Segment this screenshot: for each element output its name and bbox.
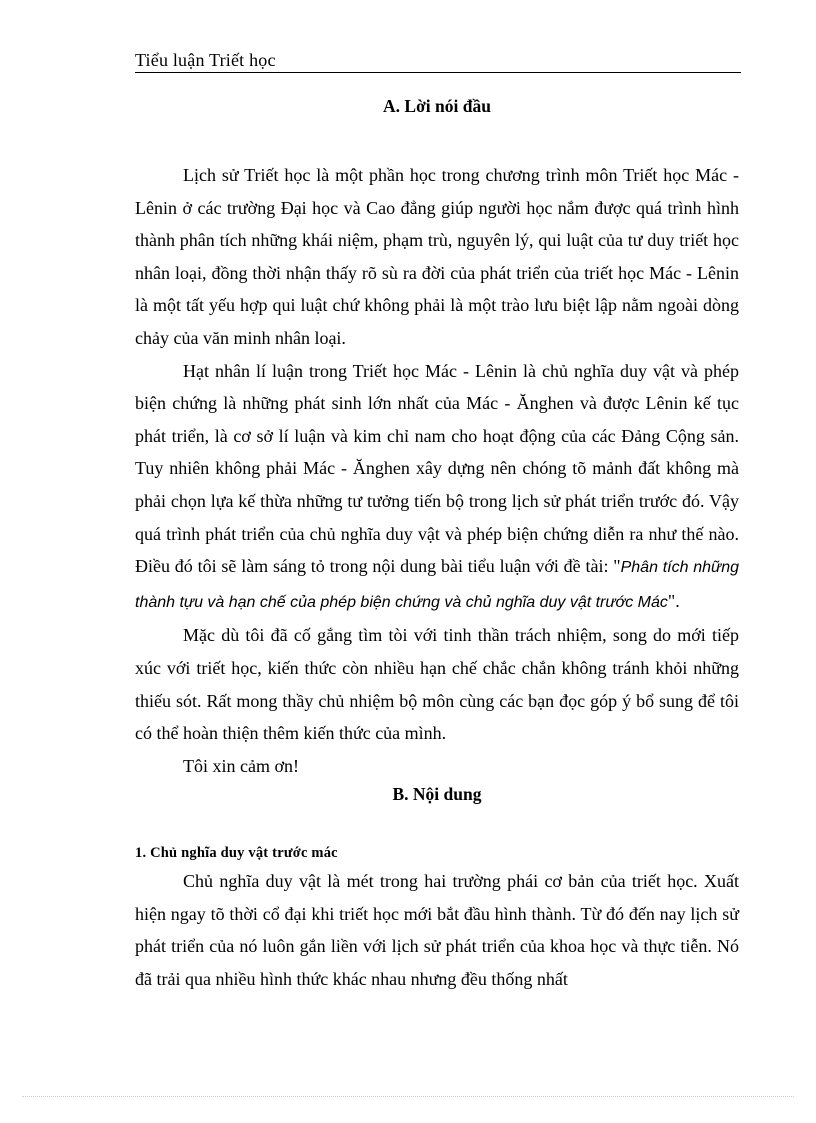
section-a-paragraph-3: Mặc dù tôi đã cố gắng tìm tòi với tinh thần trách nhiệm, song do mới tiếp xúc với triết học, kiến thức còn nhiều hạn chế chắc chắn không tránh khỏi những thiếu sót. Rất mong thầy chủ nhiệm bộ môn cùng các bạn đọc góp ý bổ sung để tôi có thể hoàn thiện thêm kiến thức của mình. xyxy=(135,625,739,744)
subsection-1-heading-wrap xyxy=(135,842,739,864)
subsection-1-title: 1. Chủ nghĩa duy vật trước mác xyxy=(135,845,338,862)
section-a-paragraph-2 xyxy=(135,355,739,620)
section-b-title: B. Nội dung xyxy=(392,784,482,805)
paragraph-2-closing: ". xyxy=(667,590,680,611)
document-body xyxy=(135,94,739,996)
section-a-title: A. Lời nói đầu xyxy=(383,96,491,116)
section-a-paragraph-1: Lịch sử Triết học là một phần học trong chương trình môn Triết học Mác - Lênin ở các trường Đại học và Cao đẳng giúp người học nắm được quá trình hình thành phân tích những khái niệm, phạm trù, nguyên lý, qui luật của tư duy triết học nhân loại, đồng thời nhận thấy rõ sù ra đời của phát triển của triết học Mác - Lênin là một tất yếu hợp qui luật chứ không phải là một trào lưu biệt lập nằm ngoài dòng chảy của văn minh nhân loại. xyxy=(135,165,739,348)
essay-topic: Phân tích những thành tựu và hạn chế của phép biện chứng và chủ nghĩa duy vật trước Mác xyxy=(135,559,739,611)
page-footer-divider xyxy=(22,1096,794,1097)
thanks-line: Tôi xin cảm ơn! xyxy=(183,755,299,776)
paragraph-2-text: Hạt nhân lí luận trong Triết học Mác - Lênin là chủ nghĩa duy vật và phép biện chứng là những phát sinh lớn nhất của Mác - Ănghen và được Lênin kế tục phát triển, là cơ sở lí luận và kim chỉ nam cho hoạt động của các Đảng Cộng sản. Tuy nhiên không phải Mác - Ănghen xây dựng nên chóng tõ mảnh đất không mà phải chọn lựa kế thừa những tư tưởng tiến bộ trong lịch sử phát triển trước đó. Vậy quá trình phát triển của chủ nghĩa duy vật và phép biện chứng diễn ra như thế nào. Điều đó tôi sẽ làm sáng tỏ trong nội dung bài tiểu luận với đề tài: " xyxy=(135,360,739,577)
running-title: Tiểu luận Triết học xyxy=(135,50,276,70)
section-b-paragraph-1: Chủ nghĩa duy vật là mét trong hai trường phái cơ bản của triết học. Xuất hiện ngay tõ thời cổ đại khi triết học mới bắt đầu hình thành. Từ đó đến nay lịch sử phát triển của nó luôn gắn liền với lịch sử phát triển của khoa học và thực tiễn. Nó đã trải qua nhiều hình thức khác nhau nhưng đều thống nhất xyxy=(135,871,739,990)
page-header xyxy=(135,48,741,73)
